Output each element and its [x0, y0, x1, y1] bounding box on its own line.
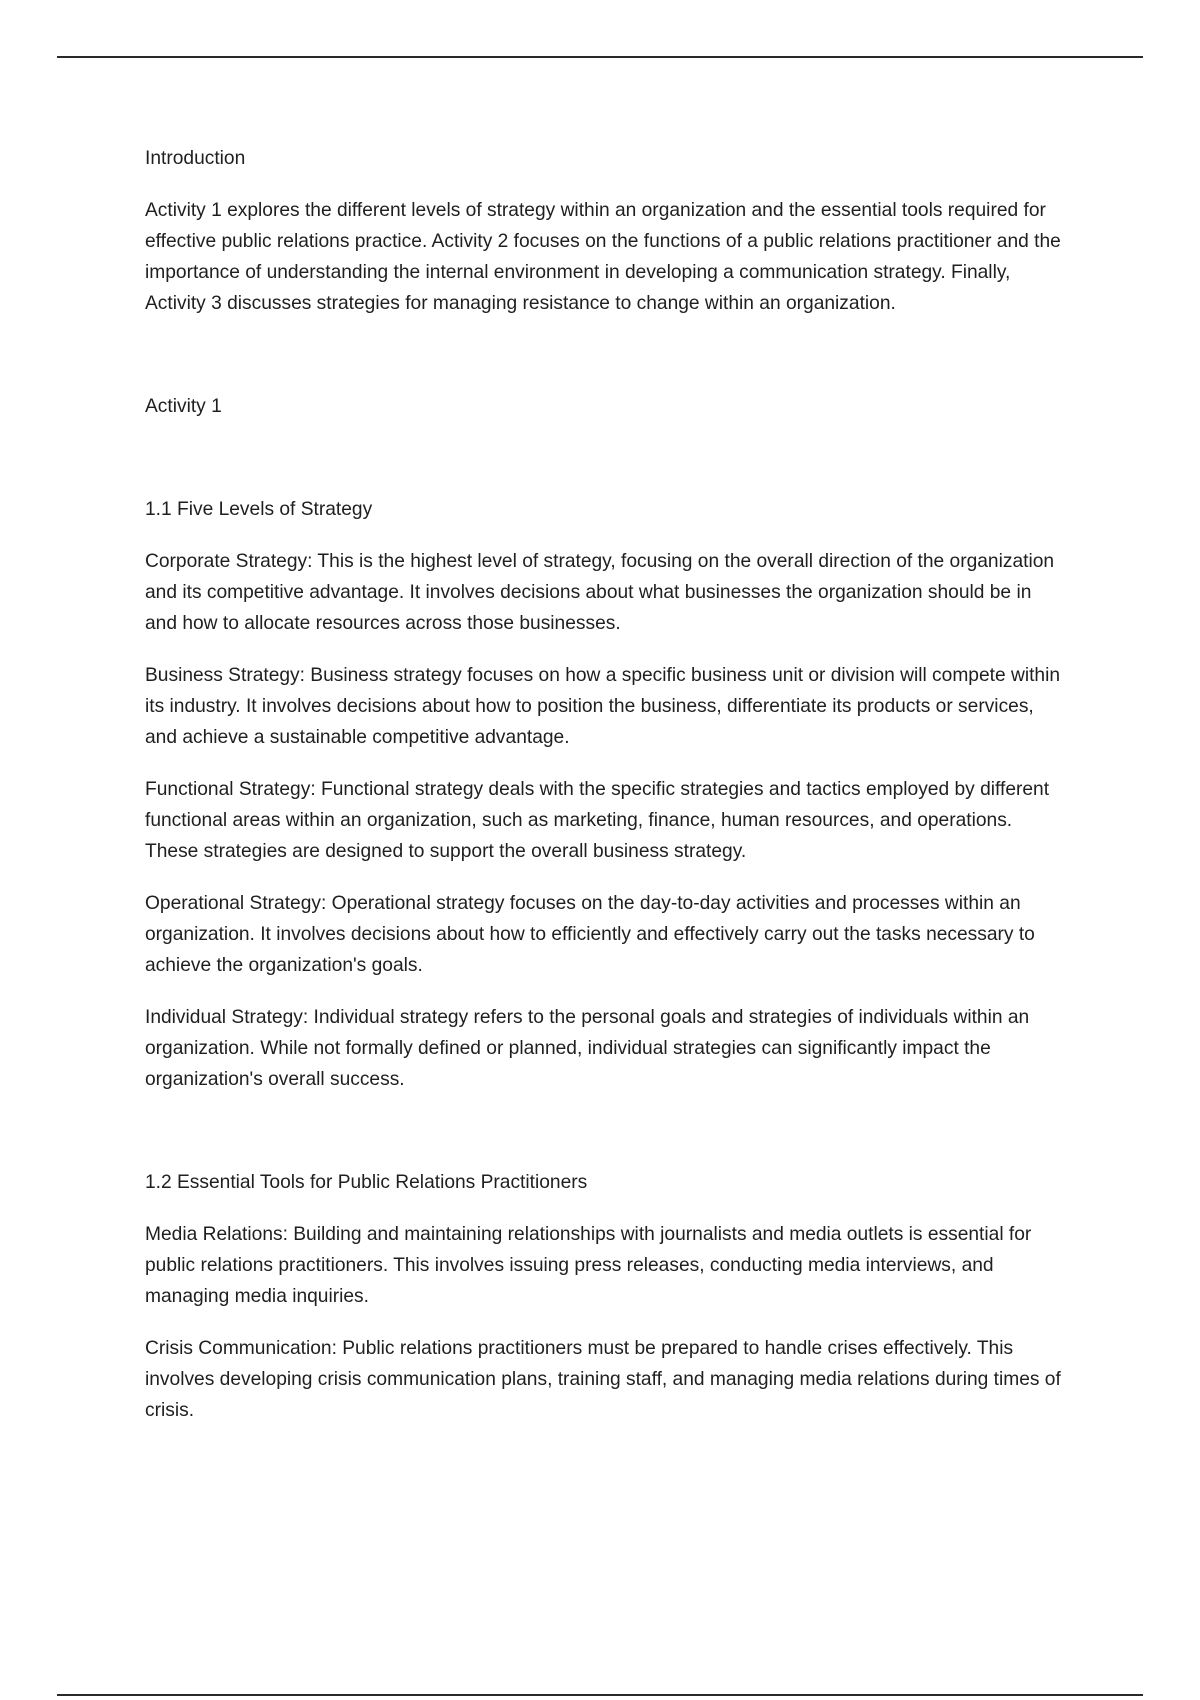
activity-1-heading: Activity 1 [145, 396, 222, 417]
business-strategy-paragraph: Business Strategy: Business strategy focuses on how a specific business unit or division will compete within its industry. It involves decisions about how to position the business, differentiate its products or services, and achieve a sustainable competitive advantage. [145, 665, 1061, 748]
crisis-communication-paragraph: Crisis Communication: Public relations practitioners must be prepared to handle crises effectively. This involves developing crisis communication plans, training staff, and managing media relations during times of crisis. [145, 1338, 1061, 1421]
individual-strategy-paragraph: Individual Strategy: Individual strategy refers to the personal goals and strategies of individuals within an organization. While not formally defined or planned, individual strategies can significantly impact the organization's overall success. [145, 1007, 1030, 1090]
introduction-heading: Introduction [145, 148, 246, 169]
operational-strategy-paragraph: Operational Strategy: Operational strategy focuses on the day-to-day activities and processes within an organization. It involves decisions about how to efficiently and effectively carry out the tasks necessary to achieve the organization's goals. [145, 893, 1035, 976]
media-relations-paragraph: Media Relations: Building and maintaining relationships with journalists and media outlets is essential for public relations practitioners. This involves issuing press releases, conducting media interviews, and managing media inquiries. [145, 1224, 1032, 1307]
introduction-paragraph: Activity 1 explores the different levels of strategy within an organization and the essential tools required for effective public relations practice. Activity 2 focuses on the functions of a public relations practitioner and the importance of understanding the internal environment in developing a communication strategy. Finally, Activity 3 discusses strategies for managing resistance to change within an organization. [145, 200, 1061, 314]
section-1-2-heading: 1.2 Essential Tools for Public Relations Practitioners [145, 1172, 588, 1193]
footer-rule [57, 1694, 1143, 1696]
header-rule [57, 56, 1143, 58]
functional-strategy-paragraph: Functional Strategy: Functional strategy deals with the specific strategies and tactics employed by different functional areas within an organization, such as marketing, finance, human resources, and operations. These strategies are designed to support the overall business strategy. [145, 779, 1050, 862]
document-body [145, 143, 1065, 1426]
corporate-strategy-paragraph: Corporate Strategy: This is the highest level of strategy, focusing on the overall direction of the organization and its competitive advantage. It involves decisions about what businesses the organization should be in and how to allocate resources across those businesses. [145, 551, 1055, 634]
section-1-1-heading: 1.1 Five Levels of Strategy [145, 499, 373, 520]
